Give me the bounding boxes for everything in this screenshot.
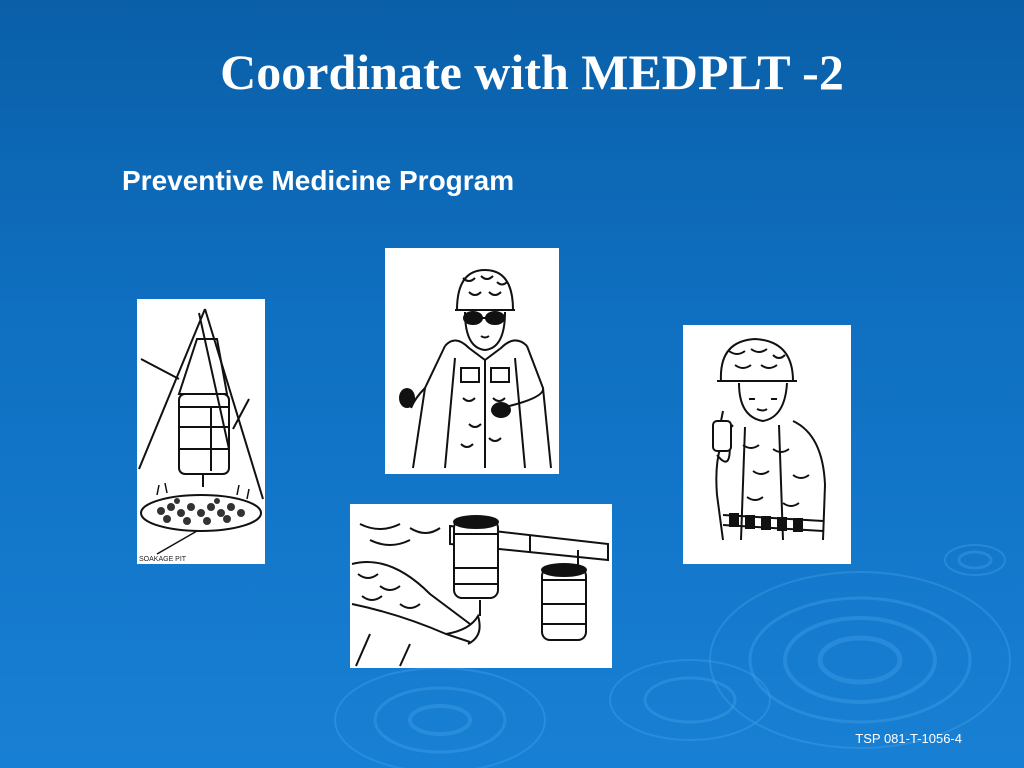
handwashing-device-image [350,504,612,668]
handwashing-device-illustration [350,504,612,668]
soakage-pit-caption: SOAKAGE PIT [139,556,187,563]
lister-bag-tripod-illustration [137,299,265,564]
soldier-cold-weather-image [385,248,559,474]
soldier-drinking-canteen-illustration [683,325,851,564]
slide-subtitle: Preventive Medicine Program [122,165,515,196]
soldier-cold-weather-parka-illustration [385,248,559,474]
slide-footer: TSP 081-T-1056-4 [855,731,962,746]
slide-title: Coordinate with MEDPLT -2 [220,44,844,100]
lister-bag-image [137,299,265,564]
soldier-drinking-image [683,325,851,564]
